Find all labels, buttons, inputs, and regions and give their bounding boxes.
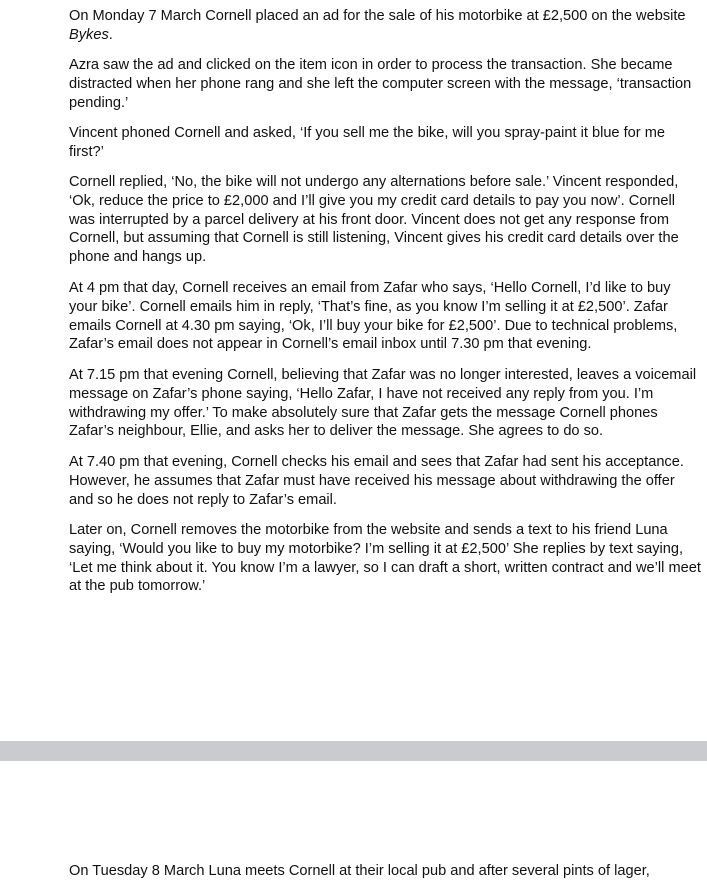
- website-name: Bykes: [69, 26, 109, 43]
- paragraph-3: Vincent phoned Cornell and asked, ‘If you sell me the bike, will you spray-paint it blue for me first?’: [69, 125, 665, 160]
- page-break-divider: [0, 741, 707, 761]
- next-page-paragraph: On Tuesday 8 March Luna meets Cornell at their local pub and after several pints of lager,: [69, 863, 650, 879]
- paragraph-7: At 7.40 pm that evening, Cornell checks his email and sees that Zafar had sent his acceptance. However, he assumes that Zafar must have received his message about withdrawing the offer and so he does not reply to Zafar’s email.: [69, 454, 684, 508]
- paragraph-1: [69, 7, 701, 45]
- paragraph-2: Azra saw the ad and clicked on the item icon in order to process the transaction. She became distracted when her phone rang and she left the computer screen with the message, ‘transaction pending.’: [69, 57, 692, 111]
- paragraph-4: Cornell replied, ‘No, the bike will not undergo any alternations before sale.’ Vincent responded, ‘Ok, reduce the price to £2,000 and I’ll give you my credit card details to pay you now’. Cornell was interrupted by a parcel delivery at his front door. Vincent does not get any response from Cornell, but assuming that Cornell is still listening, Vincent gives his credit card details over the phone and hangs up.: [69, 174, 679, 266]
- paragraph-8: Later on, Cornell removes the motorbike from the website and sends a text to his friend Luna saying, ‘Would you like to buy my motorbike? I’m selling it at £2,500’ She replies by text saying, ‘Let me think about it. You know I’m a lawyer, so I can draft a short, written contract and we’ll meet at the pub tomorrow.’: [69, 522, 701, 595]
- paragraph-1-text: On Monday 7 March Cornell placed an ad for the sale of his motorbike at £2,500 on the website: [69, 8, 686, 24]
- paragraph-5: At 4 pm that day, Cornell receives an email from Zafar who says, ‘Hello Cornell, I’d like to buy your bike’. Cornell emails him in reply, ‘That’s fine, as you know I’m selling it at £2,500’. Zafar emails Cornell at 4.30 pm saying, ‘Ok, I’ll buy your bike for £2,500’. Due to technical problems, Zafar’s email does not appear in Cornell’s email inbox until 7.30 pm that evening.: [69, 280, 678, 353]
- paragraph-1-end: .: [108, 26, 113, 43]
- paragraph-6: At 7.15 pm that evening Cornell, believing that Zafar was no longer interested, leaves a voicemail message on Zafar’s phone saying, ‘Hello Zafar, I have not received any reply from you. I’m withdrawing my offer.’ To make absolutely sure that Zafar gets the message Cornell phones Zafar’s neighbour, Ellie, and asks her to deliver the message. She agrees to do so.: [69, 367, 697, 440]
